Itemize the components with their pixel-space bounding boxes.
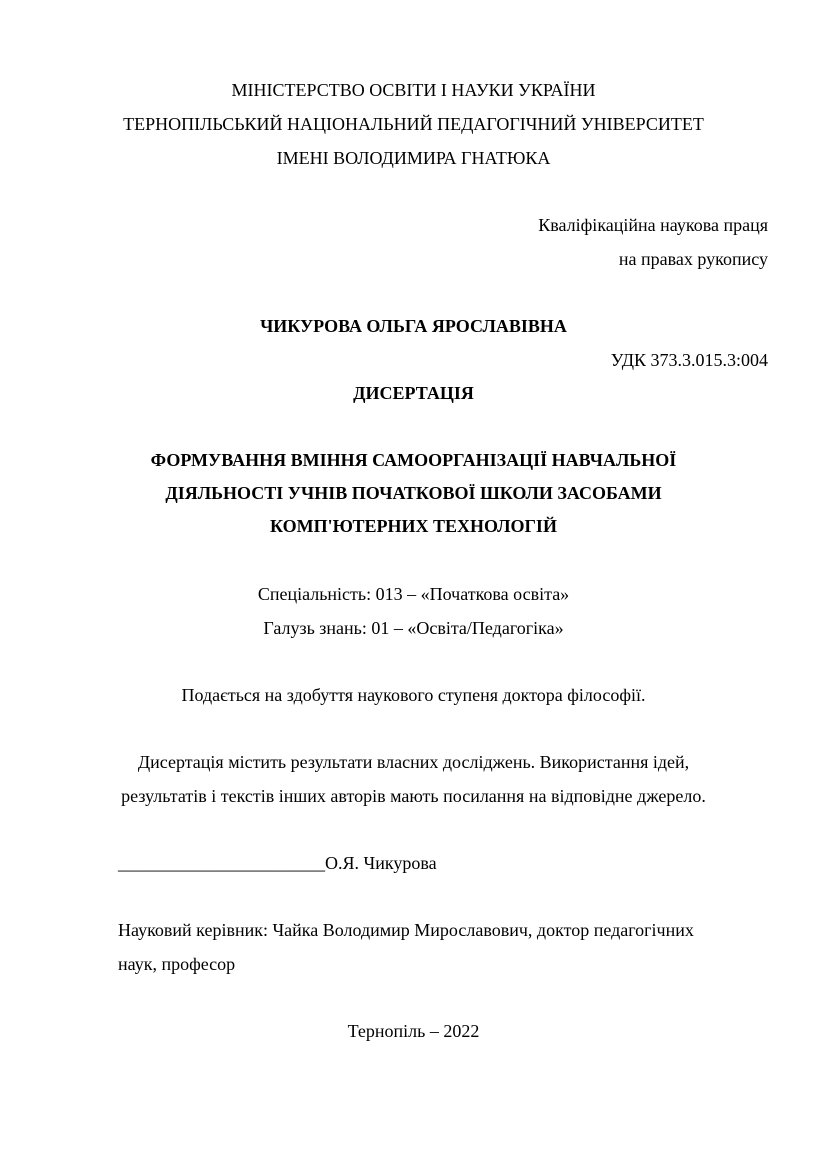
supervisor-line2: наук, професор <box>118 954 236 974</box>
field-of-knowledge: Галузь знань: 01 – «Освіта/Педагогіка» <box>263 618 564 638</box>
ministry-name: МІНІСТЕРСТВО ОСВІТИ І НАУКИ УКРАЇНИ <box>231 80 596 100</box>
udc-code: УДК 373.3.015.3:004 <box>610 350 768 370</box>
supervisor-line1: Науковий керівник: Чайка Володимир Мирославович, доктор педагогічних <box>118 920 694 940</box>
originality-statement-line2: результатів і текстів інших авторів мають посилання на відповідне джерело. <box>121 786 706 806</box>
manuscript-status-line2: на правах рукопису <box>618 249 768 269</box>
thesis-title-line3: КОМП'ЮТЕРНИХ ТЕХНОЛОГІЙ <box>270 516 557 536</box>
manuscript-status-line1: Кваліфікаційна наукова праця <box>538 215 768 235</box>
place-and-year: Тернопіль – 2022 <box>347 1021 480 1041</box>
degree-statement: Подається на здобуття наукового ступеня доктора філософії. <box>181 685 646 705</box>
university-named-after: ІМЕНІ ВОЛОДИМИРА ГНАТЮКА <box>276 148 551 168</box>
originality-statement-line1: Дисертація містить результати власних досліджень. Використання ідей, <box>137 752 690 772</box>
thesis-title-line2: ДІЯЛЬНОСТІ УЧНІВ ПОЧАТКОВОЇ ШКОЛИ ЗАСОБАМИ <box>165 483 662 503</box>
thesis-title-line1: ФОРМУВАННЯ ВМІННЯ САМООРГАНІЗАЦІЇ НАВЧАЛЬНОЇ <box>150 450 677 470</box>
specialty: Спеціальність: 013 – «Початкова освіта» <box>257 584 570 604</box>
author-name: ЧИКУРОВА ОЛЬГА ЯРОСЛАВІВНА <box>260 316 567 336</box>
document-type: ДИСЕРТАЦІЯ <box>353 383 474 403</box>
author-signature: _______________________О.Я. Чикурова <box>118 853 437 873</box>
university-name: ТЕРНОПІЛЬСЬКИЙ НАЦІОНАЛЬНИЙ ПЕДАГОГІЧНИЙ УНІВЕРСИТЕТ <box>123 114 704 134</box>
